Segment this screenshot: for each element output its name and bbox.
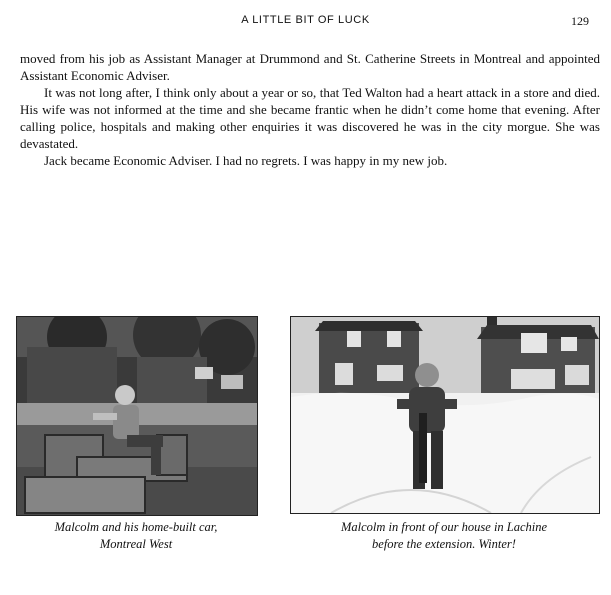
page-number: 129 <box>571 14 589 28</box>
body-text <box>20 50 600 169</box>
paragraph-3: Jack became Economic Adviser. I had no regrets. I was happy in my new job. <box>44 153 448 168</box>
running-head: A LITTLE BIT OF LUCK <box>241 14 370 26</box>
photo-home-built-car <box>16 316 258 516</box>
paragraph-1: moved from his job as Assistant Manager at Drummond and St. Catherine Streets in Montreal and appointed Assistant Economic Adviser. <box>20 51 600 83</box>
caption-line: Malcolm and his home-built car, <box>54 520 218 534</box>
caption-line: before the extension. Winter! <box>372 537 516 551</box>
caption-line: Montreal West <box>99 537 173 551</box>
caption-house-lachine <box>290 519 598 553</box>
paragraph-2: It was not long after, I think only about a year or so, that Ted Walton had a heart attack in a store and died. His wife was not informed at the time and she became frantic when he didn’t come home that evening. After calling police, hospitals and making other enquiries it was discovered he was in the city morgue. She was devastated. <box>20 85 600 151</box>
caption-line: Malcolm in front of our house in Lachine <box>340 520 548 534</box>
caption-home-built-car <box>16 519 256 553</box>
photo-house-lachine-winter <box>290 316 600 514</box>
